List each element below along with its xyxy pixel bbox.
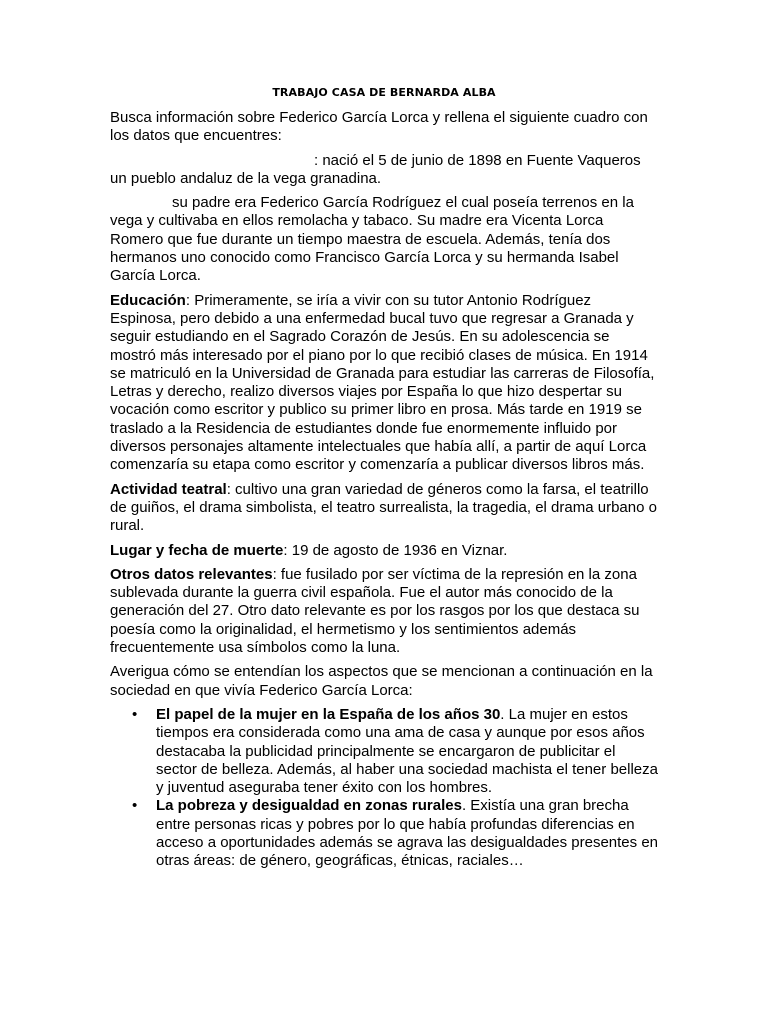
document-page	[110, 86, 658, 871]
family-paragraph	[110, 194, 658, 285]
other-data-text: : fue fusilado por ser víctima de la represión en la zona sublevada durante la guerra civil española. Fue el autor más conocido de la generación del 27. Otro dato relevante es por los rasgos por los que destaca su poesía como la originalidad, el hermetismo y los sentimientos además frecuentemente usa símbolos como la luna.	[110, 565, 640, 657]
bullet-icon: •	[132, 797, 138, 815]
death-text: : 19 de agosto de 1936 en Viznar.	[283, 541, 508, 559]
document-title: TRABAJO CASA DE BERNARDA ALBA	[272, 86, 496, 99]
other-data-label: Otros datos relevantes	[110, 565, 273, 583]
education-label: Educación	[110, 291, 186, 309]
intro-paragraph: Busca información sobre Federico García Lorca y rellena el siguiente cuadro con los datos que encuentres:	[110, 109, 648, 145]
death-paragraph	[110, 542, 658, 560]
bullet-icon: •	[132, 705, 138, 723]
theatre-paragraph	[110, 481, 658, 536]
bullet-text: . Existía una gran brecha entre personas ricas y pobres por lo que había profundas diferencias en acceso a oportunidades además se agrava las desigualdades presentes en otras áreas: de género, geográficas, étnicas, raciales…	[156, 797, 659, 870]
family-text: su padre era Federico García Rodríguez el cual poseía terrenos en la vega y cultivaba en ellos remolacha y tabaco. Su madre era Vicenta Lorca Romero que fue durante un tiempo maestra de escuela. Además, tenía dos hermanos uno conocido como Francisco García Lorca y su hermanda Isabel García Lorca.	[110, 194, 634, 285]
bullet-text: . La mujer en estos tiempos era considerada como una ama de casa y aunque por esos años destacaba la publicidad principalmente se encargaron de publicitar el sector de belleza. Además, al haber una sociedad machista el tener belleza y juventud aseguraba tener éxito con los hombres.	[156, 705, 658, 797]
theatre-text: : cultivo una gran variedad de géneros como la farsa, el teatrillo de guiños, el drama simbolista, el teatro surrealista, la tragedia, el drama urbano o rural.	[110, 480, 657, 535]
society-intro-paragraph: Averigua cómo se entendían los aspectos que se mencionan a continuación en la sociedad en que vivía Federico García Lorca:	[110, 663, 653, 699]
birth-text: : nació el 5 de junio de 1898 en Fuente Vaqueros un pueblo andaluz de la vega granadina.	[110, 151, 641, 187]
education-text: : Primeramente, se iría a vivir con su tutor Antonio Rodríguez Espinosa, pero debido a una enfermedad bucal tuvo que regresar a Granada y seguir estudiando en el Sagrado Corazón de Jesús. En su adolescencia se mostró más interesado por el piano por lo que recibió clases de música. En 1914 se matriculó en la Universidad de Granada para estudiar las carreras de Filosofía, Letras y derecho, realizo diversos viajes por España lo que hizo despertar su vocación como escritor y publico su primer libro en prosa. Más tarde en 1919 se traslado a la Residencia de estudiantes donde fue enormemente influido por diversos personajes altamente intelectuales que había allí, a partir de aquí Lorca comenzaría su etapa como escritor y comenzaría a publicar diversos libros más.	[110, 291, 655, 474]
theatre-label: Actividad teatral	[110, 480, 227, 498]
list-item	[132, 705, 658, 797]
list-item	[132, 797, 659, 870]
education-paragraph	[110, 292, 658, 475]
death-label: Lugar y fecha de muerte	[110, 541, 284, 559]
birth-paragraph	[110, 152, 658, 189]
bullet-label: La pobreza y desigualdad en zonas rurales	[156, 797, 462, 815]
bullet-list	[110, 706, 658, 871]
other-data-paragraph	[110, 566, 658, 657]
bullet-label: El papel de la mujer en la España de los años 30	[156, 705, 501, 723]
